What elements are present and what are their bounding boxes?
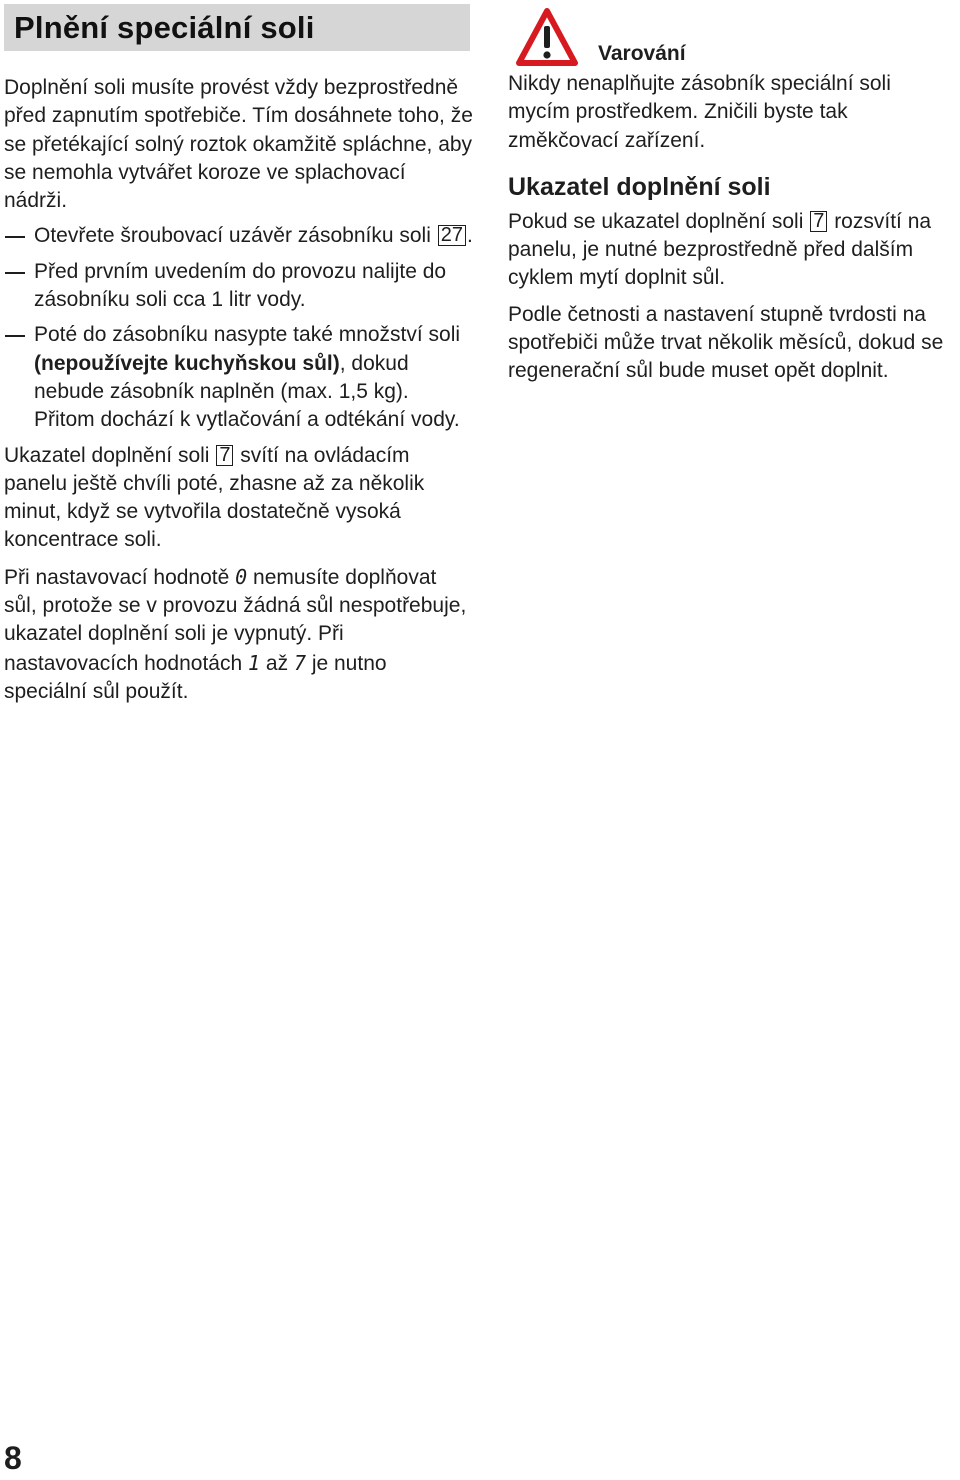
right-column [508, 4, 958, 386]
indicator-heading: Ukazatel doplnění soli [508, 172, 771, 201]
display-digit-seven: 7 [293, 650, 306, 675]
display-digit-one: 1 [248, 650, 261, 675]
step-end: . [466, 224, 473, 248]
page-title: Plnění speciální soli [14, 9, 315, 45]
reference-number-box: 7 [216, 445, 233, 466]
step-text: , dokud nebude zásobník naplněn (max. 1,5 kg). Přitom dochází k vytlačování a odtékání vody. [34, 351, 460, 432]
step-text: Poté do zásobníku nasypte také množství soli [34, 323, 461, 347]
warning-triangle-icon [516, 8, 578, 66]
setting-text: až [265, 651, 289, 675]
indicator-paragraph-2: Podle četnosti a nastavení stupně tvrdosti na spotřebiči může trvat několik měsíců, dokud se regenerační sůl bude muset opět doplnit. [508, 302, 944, 383]
page-number: 8 [4, 1440, 22, 1476]
indicator-paragraph-1 [508, 208, 958, 293]
warning-title: Varování [598, 42, 686, 65]
indicator-text: rozsvítí na panelu, je nutné bezprostředně před dalším cyklem mytí doplnit sůl. [508, 209, 932, 290]
setting-text: je nutno speciální sůl použít. [4, 651, 387, 703]
setting-paragraph [4, 563, 474, 706]
step-text: Otevřete šroubovací uzávěr zásobníku soli [34, 224, 431, 248]
display-digit-zero: 0 [235, 564, 248, 589]
list-item [4, 321, 474, 434]
steps-list [4, 222, 474, 434]
warning-text: Nikdy nenaplňujte zásobník speciální soli mycím prostředkem. Zničili byste tak změkčovací zařízení. [508, 72, 891, 152]
title-bar [4, 4, 470, 51]
warning-emphasis: (nepoužívejte kuchyňskou sůl) [34, 351, 340, 375]
setting-text: Při nastavovací hodnotě [4, 565, 230, 589]
intro-paragraph: Doplnění soli musíte provést vždy bezprostředně před zapnutím spotřebiče. Tím dosáhnete toho, že se přetékající solný roztok okamžitě spláchne, aby se nemohla vytvářet koroze ve splachovací nádrži. [4, 76, 473, 213]
indicator-text: svítí na ovládacím panelu ještě chvíli poté, zhasne až za několik minut, když se vytvořila dostatečně vysoká koncentrace soli. [4, 443, 425, 552]
list-item [4, 222, 474, 250]
indicator-paragraph [4, 442, 474, 555]
reference-number-box: 27 [438, 225, 466, 246]
indicator-text: Pokud se ukazatel doplnění soli [508, 209, 804, 233]
setting-text: nemusíte doplňovat sůl, protože se v provozu žádná sůl nespotřebuje, ukazatel doplnění soli je vypnutý. Při nastavovacích hodnotách [4, 565, 467, 675]
indicator-text: Ukazatel doplnění soli [4, 443, 210, 467]
list-item: Před prvním uvedením do provozu nalijte do zásobníku soli cca 1 litr vody. [4, 258, 474, 315]
warning-header [508, 4, 958, 66]
reference-number-box: 7 [810, 211, 827, 232]
left-column [4, 4, 474, 706]
